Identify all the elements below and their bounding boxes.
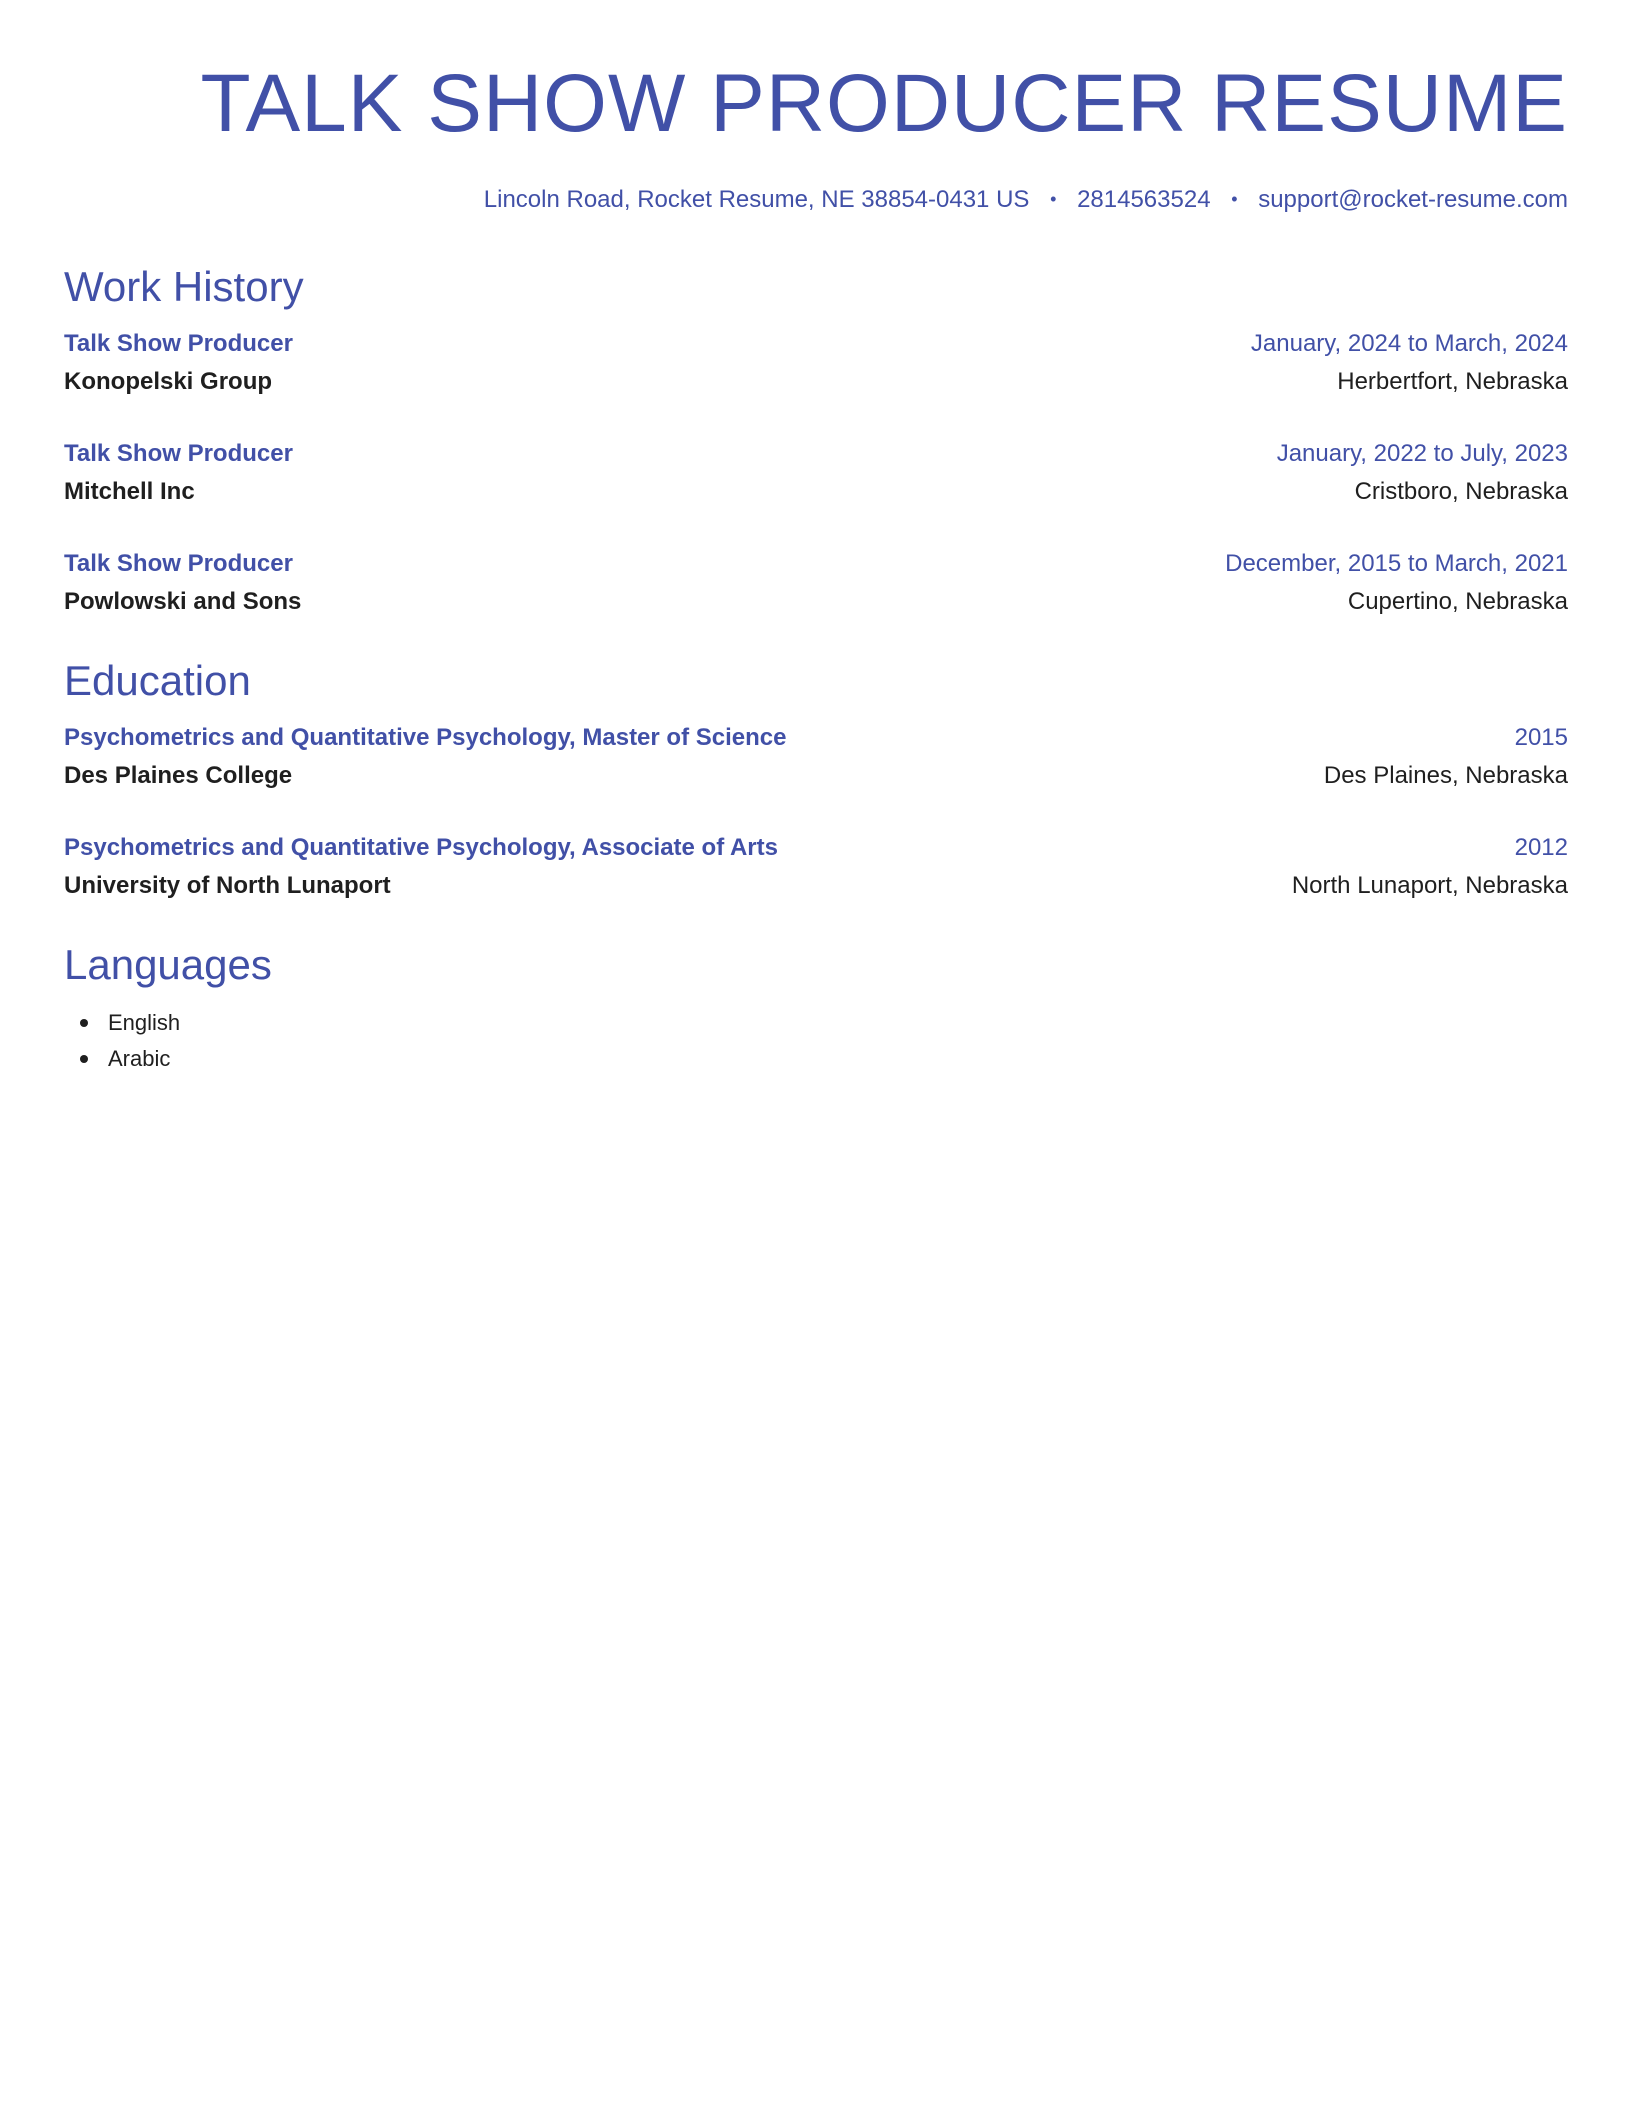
contact-phone: 2814563524 — [1077, 186, 1211, 213]
work-entry — [64, 325, 1568, 401]
degree-name: Psychometrics and Quantitative Psychology, Associate of Arts — [64, 834, 778, 861]
work-history-heading: Work History — [64, 263, 304, 310]
job-dates: January, 2024 to March, 2024 — [1250, 330, 1568, 357]
job-location: Herbertfort, Nebraska — [1337, 368, 1568, 395]
education-entry — [64, 719, 1568, 795]
work-entry — [64, 435, 1568, 511]
job-location: Cristboro, Nebraska — [1354, 478, 1568, 505]
degree-name: Psychometrics and Quantitative Psychology, Master of Science — [64, 724, 787, 751]
languages-heading: Languages — [64, 941, 272, 988]
job-title: Talk Show Producer — [64, 550, 293, 577]
school-name: University of North Lunaport — [64, 872, 391, 899]
contact-email: support@rocket-resume.com — [1258, 186, 1568, 213]
education-entry — [64, 829, 1568, 905]
resume-title: TALK SHOW PRODUCER RESUME — [200, 58, 1568, 149]
graduation-year: 2012 — [1514, 834, 1568, 861]
job-title: Talk Show Producer — [64, 330, 293, 357]
job-title: Talk Show Producer — [64, 440, 293, 467]
work-history-list — [64, 325, 1568, 621]
contact-address: Lincoln Road, Rocket Resume, NE 38854-0431 US — [483, 186, 1030, 213]
languages-list — [64, 1005, 1568, 1077]
school-location: North Lunaport, Nebraska — [1291, 872, 1568, 899]
bullet-icon — [80, 1055, 88, 1063]
language-name: Arabic — [108, 1046, 171, 1071]
contact-separator: • — [1050, 189, 1057, 209]
school-name: Des Plaines College — [64, 762, 293, 789]
company-name: Konopelski Group — [64, 368, 273, 395]
bullet-icon — [80, 1019, 88, 1027]
education-heading: Education — [64, 657, 251, 704]
graduation-year: 2015 — [1514, 724, 1568, 751]
school-location: Des Plaines, Nebraska — [1323, 762, 1568, 789]
resume-page — [64, 0, 1568, 1077]
job-dates: January, 2022 to July, 2023 — [1276, 440, 1568, 467]
education-list — [64, 719, 1568, 905]
company-name: Mitchell Inc — [64, 478, 195, 505]
contact-line — [64, 184, 1568, 215]
language-item — [64, 1041, 1568, 1077]
company-name: Powlowski and Sons — [64, 588, 302, 615]
work-entry — [64, 545, 1568, 621]
language-name: English — [108, 1010, 181, 1035]
job-dates: December, 2015 to March, 2021 — [1225, 550, 1568, 577]
job-location: Cupertino, Nebraska — [1347, 588, 1568, 615]
language-item — [64, 1005, 1568, 1041]
contact-separator: • — [1231, 189, 1238, 209]
